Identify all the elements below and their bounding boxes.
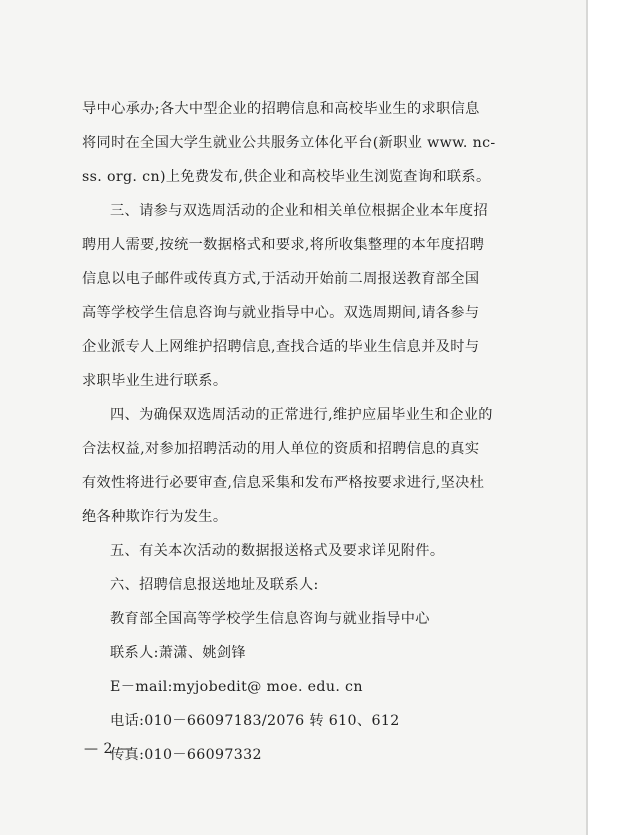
paragraph-3-line-4: 绝各种欺诈行为发生。 bbox=[82, 509, 228, 525]
scan-edge bbox=[586, 0, 640, 835]
contact-organization: 教育部全国高等学校学生信息咨询与就业指导中心 bbox=[110, 611, 430, 627]
paragraph-3-line-3: 有效性将进行必要审查,信息采集和发布严格按要求进行,坚决杜 bbox=[82, 475, 485, 491]
paragraph-2-line-1: 三、请参与双选周活动的企业和相关单位根据企业本年度招 bbox=[110, 203, 488, 219]
contact-people: 联系人:萧潇、姚剑锋 bbox=[110, 645, 246, 661]
contact-fax: 传真:010－66097332 bbox=[110, 747, 262, 763]
paragraph-1-line-1: 导中心承办;各大中型企业的招聘信息和高校毕业生的求职信息 bbox=[82, 101, 480, 117]
paragraph-2-line-5: 企业派专人上网维护招聘信息,查找合适的毕业生信息并及时与 bbox=[82, 339, 480, 355]
paragraph-5: 六、招聘信息报送地址及联系人: bbox=[110, 577, 319, 593]
contact-email: E－mail:myjobedit@ moe. edu. cn bbox=[110, 679, 363, 695]
paragraph-1-line-3: ss. org. cn)上免费发布,供企业和高校毕业生浏览查询和联系。 bbox=[82, 169, 491, 185]
paragraph-4: 五、有关本次活动的数据报送格式及要求详见附件。 bbox=[110, 543, 445, 559]
paragraph-2-line-2: 聘用人需要,按统一数据格式和要求,将所收集整理的本年度招聘 bbox=[82, 237, 485, 253]
paragraph-2-line-4: 高等学校学生信息咨询与就业指导中心。双选周期间,请各参与 bbox=[82, 305, 480, 321]
paragraph-3-line-2: 合法权益,对参加招聘活动的用人单位的资质和招聘信息的真实 bbox=[82, 441, 480, 457]
paragraph-2-line-3: 信息以电子邮件或传真方式,于活动开始前二周报送教育部全国 bbox=[82, 271, 480, 287]
paragraph-2-line-6: 求职毕业生进行联系。 bbox=[82, 373, 228, 389]
paragraph-1-line-2: 将同时在全国大学生就业公共服务立体化平台(新职业 www. nc- bbox=[82, 135, 496, 151]
paragraph-3-line-1: 四、为确保双选周活动的正常进行,维护应届毕业生和企业的 bbox=[110, 407, 493, 423]
page-number: — 2 — bbox=[84, 741, 133, 757]
contact-phone: 电话:010－66097183/2076 转 610、612 bbox=[110, 713, 400, 729]
document-body bbox=[82, 92, 526, 772]
